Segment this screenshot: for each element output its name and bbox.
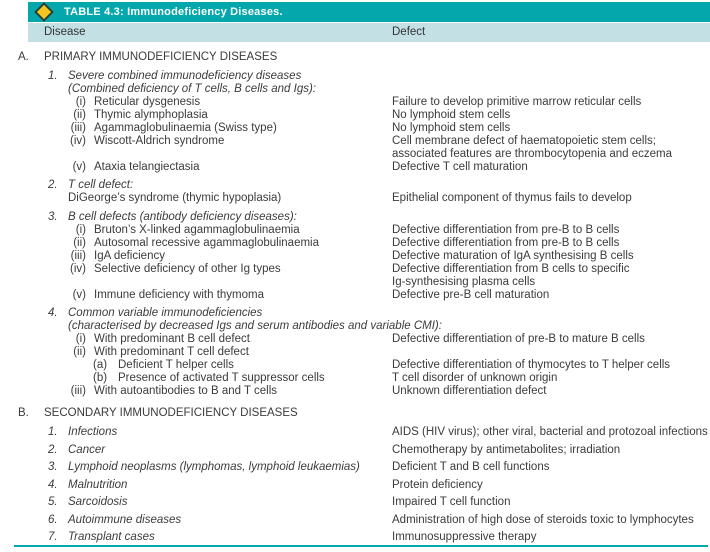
disease-text: Lymphoid neoplasms (lymphomas, lymphoid leukaemias) (68, 461, 360, 473)
disease-text: IgA deficiency (94, 249, 165, 262)
table-row (0, 346, 710, 359)
defect-text: Defective differentiation from B cells to specific (392, 262, 630, 275)
disease-text: Infections (68, 426, 118, 438)
defect-cell (392, 444, 710, 457)
disease-text: Thymic alymphoplasia (94, 108, 208, 121)
disease-cell (0, 263, 392, 289)
disease-cell (0, 237, 392, 250)
defect-cell (392, 372, 710, 385)
defect-text: Epithelial component of thymus fails to develop (392, 192, 632, 204)
defect-text: Defective differentiation from pre-B to B cells (392, 236, 620, 249)
disease-text: Bruton’s X-linked agammaglobulinaemia (94, 223, 300, 236)
defect-text: AIDS (HIV virus); other viral, bacterial and protozoal infections (392, 426, 708, 438)
defect-text: Failure to develop primitive marrow reticular cells (392, 95, 642, 108)
row-number: (b) (93, 372, 108, 384)
disease-text: PRIMARY IMMUNODEFICIENCY DISEASES (44, 51, 278, 63)
disease-cell (0, 407, 392, 420)
defect-text: T cell disorder of unknown origin (392, 372, 558, 384)
disease-text: Autoimmune diseases (68, 513, 182, 526)
defect-cell (392, 70, 710, 83)
table-row (0, 83, 710, 96)
defect-text: No lymphoid stem cells (392, 121, 511, 134)
disease-text: T cell defect: (68, 179, 134, 191)
disease-cell (0, 161, 392, 174)
row-number: (i) (75, 95, 86, 108)
table-row (0, 135, 710, 161)
defect-cell (392, 531, 710, 544)
defect-cell (392, 359, 710, 372)
disease-cell (0, 426, 392, 439)
table-row (0, 307, 710, 320)
disease-text: (Combined deficiency of T cells, B cells and Igs): (68, 82, 316, 95)
table-row (0, 211, 710, 224)
defect-cell (392, 496, 710, 509)
column-header-defect: Defect (392, 26, 426, 38)
row-number: 5. (48, 496, 58, 508)
defect-cell (392, 192, 710, 205)
disease-text: Sarcoidosis (68, 496, 128, 508)
column-header-row (28, 23, 710, 42)
disease-text: Severe combined immunodeficiency diseases (68, 69, 302, 82)
disease-text: SECONDARY IMMUNODEFICIENCY DISEASES (44, 407, 298, 419)
table-bottom-rule (14, 545, 708, 547)
table-row (0, 359, 710, 372)
defect-text: Cell membrane defect of haematopoietic stem cells; (392, 134, 656, 147)
disease-text: With predominant B cell defect (94, 333, 250, 345)
disease-text: Wiscott-Aldrich syndrome (94, 134, 225, 147)
defect-cell (392, 109, 710, 122)
defect-cell (392, 161, 710, 174)
row-number: 3. (48, 461, 58, 473)
disease-text: Common variable immunodeficiencies (68, 307, 263, 319)
table-row (0, 372, 710, 385)
defect-cell (392, 237, 710, 250)
defect-text: Ig-synthesising plasma cells (392, 275, 536, 288)
defect-cell (392, 385, 710, 398)
disease-cell (0, 250, 392, 263)
row-number: (ii) (73, 346, 86, 358)
disease-cell (0, 224, 392, 237)
disease-text: Malnutrition (68, 478, 128, 491)
disease-text: With autoantibodies to B and T cells (94, 385, 278, 397)
defect-cell (392, 426, 710, 439)
table-row (0, 531, 710, 544)
disease-cell (0, 51, 392, 64)
table-row (0, 407, 710, 420)
table-row (0, 70, 710, 83)
table-title-bar (28, 2, 710, 22)
table-title: TABLE 4.3: Immunodeficiency Diseases. (64, 5, 283, 18)
defect-text: Defective differentiation of thymocytes to T helper cells (392, 359, 671, 371)
disease-cell (0, 346, 392, 359)
row-number: 6. (48, 513, 58, 526)
defect-cell (392, 122, 710, 135)
disease-cell (0, 122, 392, 135)
defect-cell (392, 333, 710, 346)
disease-cell (0, 109, 392, 122)
row-number: (iii) (70, 121, 86, 134)
disease-text: Ataxia telangiectasia (94, 160, 200, 173)
table-body (0, 42, 710, 544)
table-row (0, 444, 710, 457)
disease-text: Autosomal recessive agammaglobulinaemia (94, 236, 320, 249)
defect-text: Defective differentiation of pre-B to mature B cells (392, 333, 645, 345)
row-number: (iv) (70, 134, 86, 147)
row-number: (iii) (70, 385, 86, 397)
defect-cell (392, 211, 710, 224)
disease-cell (0, 135, 392, 161)
table-row (0, 479, 710, 492)
disease-cell (0, 83, 392, 96)
row-number: 2. (48, 443, 58, 456)
defect-text: Immunosuppressive therapy (392, 531, 537, 543)
defect-cell (392, 83, 710, 96)
row-number: (v) (72, 160, 86, 173)
defect-cell (392, 307, 710, 320)
disease-text: Reticular dysgenesis (94, 95, 201, 108)
diamond-icon (34, 2, 54, 22)
defect-text: Unknown differentiation defect (392, 385, 547, 397)
table-row (0, 289, 710, 302)
defect-cell (392, 514, 710, 527)
defect-text: Deficient T and B cell functions (392, 461, 550, 473)
disease-cell (0, 289, 392, 302)
table-row (0, 320, 710, 333)
defect-cell (392, 461, 710, 474)
table-row (0, 333, 710, 346)
row-number: 4. (48, 307, 58, 319)
table-row (0, 426, 710, 439)
table-row (0, 385, 710, 398)
defect-cell (392, 224, 710, 237)
disease-cell (0, 514, 392, 527)
disease-cell (0, 320, 442, 333)
disease-cell (0, 192, 392, 205)
defect-text: Protein deficiency (392, 478, 483, 491)
disease-text: Deficient T helper cells (118, 359, 234, 371)
table-row (0, 161, 710, 174)
row-number: (iii) (70, 249, 86, 262)
table-row (0, 250, 710, 263)
table-row (0, 51, 710, 64)
defect-cell (392, 320, 710, 333)
disease-text: (characterised by decreased Igs and serum antibodies and variable CMI): (68, 320, 442, 332)
table-row (0, 224, 710, 237)
defect-text: Defective pre-B cell maturation (392, 288, 550, 301)
disease-cell (0, 531, 392, 544)
disease-text: DiGeorge’s syndrome (thymic hypoplasia) (68, 192, 282, 204)
disease-cell (0, 70, 392, 83)
disease-cell (0, 359, 392, 372)
table-row (0, 514, 710, 527)
row-number: 7. (48, 531, 58, 543)
row-number: (v) (72, 288, 86, 301)
row-number: 2. (48, 179, 58, 191)
row-number: 3. (48, 210, 58, 223)
disease-cell (0, 211, 392, 224)
row-number: (ii) (73, 108, 86, 121)
defect-text: Administration of high dose of steroids toxic to lymphocytes (392, 513, 694, 526)
row-number: (iv) (70, 262, 86, 275)
table-row (0, 461, 710, 474)
defect-cell (392, 479, 710, 492)
disease-cell (0, 179, 392, 192)
table-row (0, 109, 710, 122)
table-row (0, 122, 710, 135)
defect-text: Defective T cell maturation (392, 160, 528, 173)
disease-text: Cancer (68, 443, 106, 456)
row-number: 1. (48, 69, 58, 82)
defect-text: associated features are thrombocytopenia and eczema (392, 147, 672, 160)
disease-cell (0, 333, 392, 346)
table-row (0, 237, 710, 250)
defect-cell (392, 263, 710, 289)
disease-text: Transplant cases (68, 531, 155, 543)
table-row (0, 179, 710, 192)
disease-cell (0, 307, 392, 320)
defect-cell (392, 250, 710, 263)
table-row (0, 496, 710, 509)
disease-text: B cell defects (antibody deficiency diseases): (68, 210, 297, 223)
disease-cell (0, 385, 392, 398)
defect-text: Defective maturation of IgA synthesising B cells (392, 249, 634, 262)
disease-cell (0, 372, 392, 385)
row-number: (i) (75, 333, 86, 345)
disease-cell (0, 96, 392, 109)
table-row (0, 96, 710, 109)
defect-cell (392, 135, 710, 161)
row-number: (a) (93, 359, 108, 371)
defect-text: Chemotherapy by antimetabolites; irradiation (392, 443, 621, 456)
row-number: (i) (75, 223, 86, 236)
disease-text: Immune deficiency with thymoma (94, 288, 265, 301)
disease-cell (0, 496, 392, 509)
disease-text: Agammaglobulinaemia (Swiss type) (94, 121, 277, 134)
disease-text: With predominant T cell defect (94, 346, 249, 358)
row-number: 4. (48, 478, 58, 491)
defect-cell (392, 179, 710, 192)
row-number: (ii) (73, 236, 86, 249)
row-number: B. (18, 407, 29, 419)
disease-cell (0, 479, 392, 492)
table-row (0, 192, 710, 205)
table-row (0, 263, 710, 289)
row-number: A. (18, 51, 29, 63)
column-header-disease: Disease (44, 26, 86, 38)
disease-cell (0, 461, 392, 474)
disease-cell (0, 444, 392, 457)
disease-text: Presence of activated T suppressor cells (118, 372, 325, 384)
disease-text: Selective deficiency of other Ig types (94, 262, 281, 275)
defect-cell (392, 346, 710, 359)
row-number: 1. (48, 426, 58, 438)
defect-text: Impaired T cell function (392, 496, 511, 508)
defect-text: Defective differentiation from pre-B to B cells (392, 223, 620, 236)
defect-cell (392, 51, 710, 64)
defect-cell (392, 289, 710, 302)
defect-cell (392, 96, 710, 109)
defect-cell (392, 407, 710, 420)
defect-text: No lymphoid stem cells (392, 108, 511, 121)
